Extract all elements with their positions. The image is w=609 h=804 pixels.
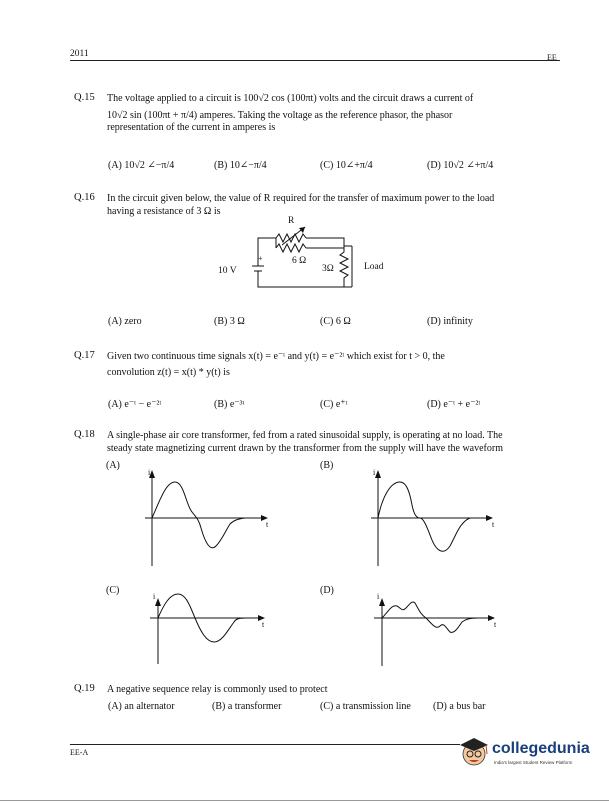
q16-r-label: R [288, 216, 295, 226]
graph-c-axis-i: i [153, 592, 156, 601]
q15-option-b[interactable]: (B) 10∠−π/4 [214, 160, 267, 171]
graph-d-axis-t: t [494, 620, 497, 629]
header-paper-code: EE [547, 53, 557, 62]
graph-c-axis-t: t [262, 620, 265, 629]
q16-line1: In the circuit given below, the value of R required for the transfer of maximum power to the load [107, 193, 495, 204]
q17-line2: convolution z(t) = x(t) * y(t) is [107, 366, 230, 378]
graph-a-axis-t: t [266, 520, 269, 529]
q15-line1: The voltage applied to a circuit is 100√2 cos (100πt) volts and the circuit draws a current of [107, 93, 474, 104]
waveform-c [150, 594, 265, 664]
q16-option-b[interactable]: (B) 3 Ω [214, 316, 245, 327]
q19-option-b[interactable]: (B) a transformer [212, 701, 282, 712]
q16-option-d[interactable]: (D) infinity [427, 316, 473, 327]
q15-line2: 10√2 sin (100πt + π/4) amperes. Taking the voltage as the reference phasor, the phasor [107, 109, 453, 121]
q17-option-b[interactable]: (B) e⁻³ᵗ [214, 399, 245, 410]
q15-option-a[interactable]: (A) 10√2 ∠−π/4 [108, 160, 175, 171]
waveform-a [145, 478, 265, 566]
footer-code: EE-A [70, 748, 89, 757]
q18-label-d: (D) [320, 585, 334, 596]
waveform-b [371, 478, 490, 566]
q18-label-b: (B) [320, 460, 334, 471]
q18-line2: steady state magnetizing current drawn by the transformer from the supply will have the waveform [107, 442, 503, 454]
q19-line1: A negative sequence relay is commonly used to protect [107, 684, 328, 695]
q15-option-d[interactable]: (D) 10√2 ∠+π/4 [427, 160, 494, 171]
collegedunia-logo[interactable] [456, 732, 596, 782]
q17-line1: Given two continuous time signals x(t) = e⁻ᵗ and y(t) = e⁻²ᵗ which exist for t > 0, the [107, 351, 445, 362]
q19-number: Q.19 [74, 683, 95, 694]
graph-b-axis-t: t [492, 520, 495, 529]
graph-b-axis-i: i [373, 468, 376, 477]
waveform-d [374, 602, 492, 666]
q18-label-c: (C) [106, 585, 120, 596]
q15-number: Q.15 [74, 92, 95, 103]
bottom-edge-rule [0, 800, 609, 801]
q19-option-d[interactable]: (D) a bus bar [433, 701, 486, 712]
q15-option-c[interactable]: (C) 10∠+π/4 [320, 160, 373, 171]
q17-option-c[interactable]: (C) e⁺ᵗ [320, 399, 348, 410]
graph-d-axis-i: i [377, 592, 380, 601]
q15-line3: representation of the current in amperes is [107, 122, 276, 133]
q16-option-c[interactable]: (C) 6 Ω [320, 316, 351, 327]
q16-three-ohm-label: 3Ω [322, 264, 334, 274]
logo-tagline: India's largest Student Review Platform [494, 760, 573, 765]
graduate-mascot-icon [456, 732, 492, 772]
q16-six-ohm-label: 6 Ω [292, 256, 307, 266]
footer-rule [70, 744, 460, 745]
q19-option-c[interactable]: (C) a transmission line [320, 701, 411, 712]
q16-load-label: Load [364, 262, 384, 272]
q18-number: Q.18 [74, 429, 95, 440]
q19-option-a[interactable]: (A) an alternator [108, 701, 175, 712]
graph-a-axis-i: i [148, 468, 151, 477]
q18-line1: A single-phase air core transformer, fed from a rated sinusoidal supply, is operating at no load. The [107, 430, 503, 441]
header-year: 2011 [70, 49, 89, 59]
q16-plus-sign: + [258, 254, 263, 263]
q16-option-a[interactable]: (A) zero [108, 316, 142, 327]
q16-source-label: 10 V [218, 266, 237, 276]
q17-option-d[interactable]: (D) e⁻ᵗ + e⁻²ᵗ [427, 399, 481, 410]
q16-line2: having a resistance of 3 Ω is [107, 205, 221, 217]
q17-option-a[interactable]: (A) e⁻ᵗ − e⁻²ᵗ [108, 399, 162, 410]
q18-label-a: (A) [106, 460, 120, 471]
q17-number: Q.17 [74, 350, 95, 361]
q16-number: Q.16 [74, 192, 95, 203]
logo-name: collegedunia [492, 740, 590, 757]
